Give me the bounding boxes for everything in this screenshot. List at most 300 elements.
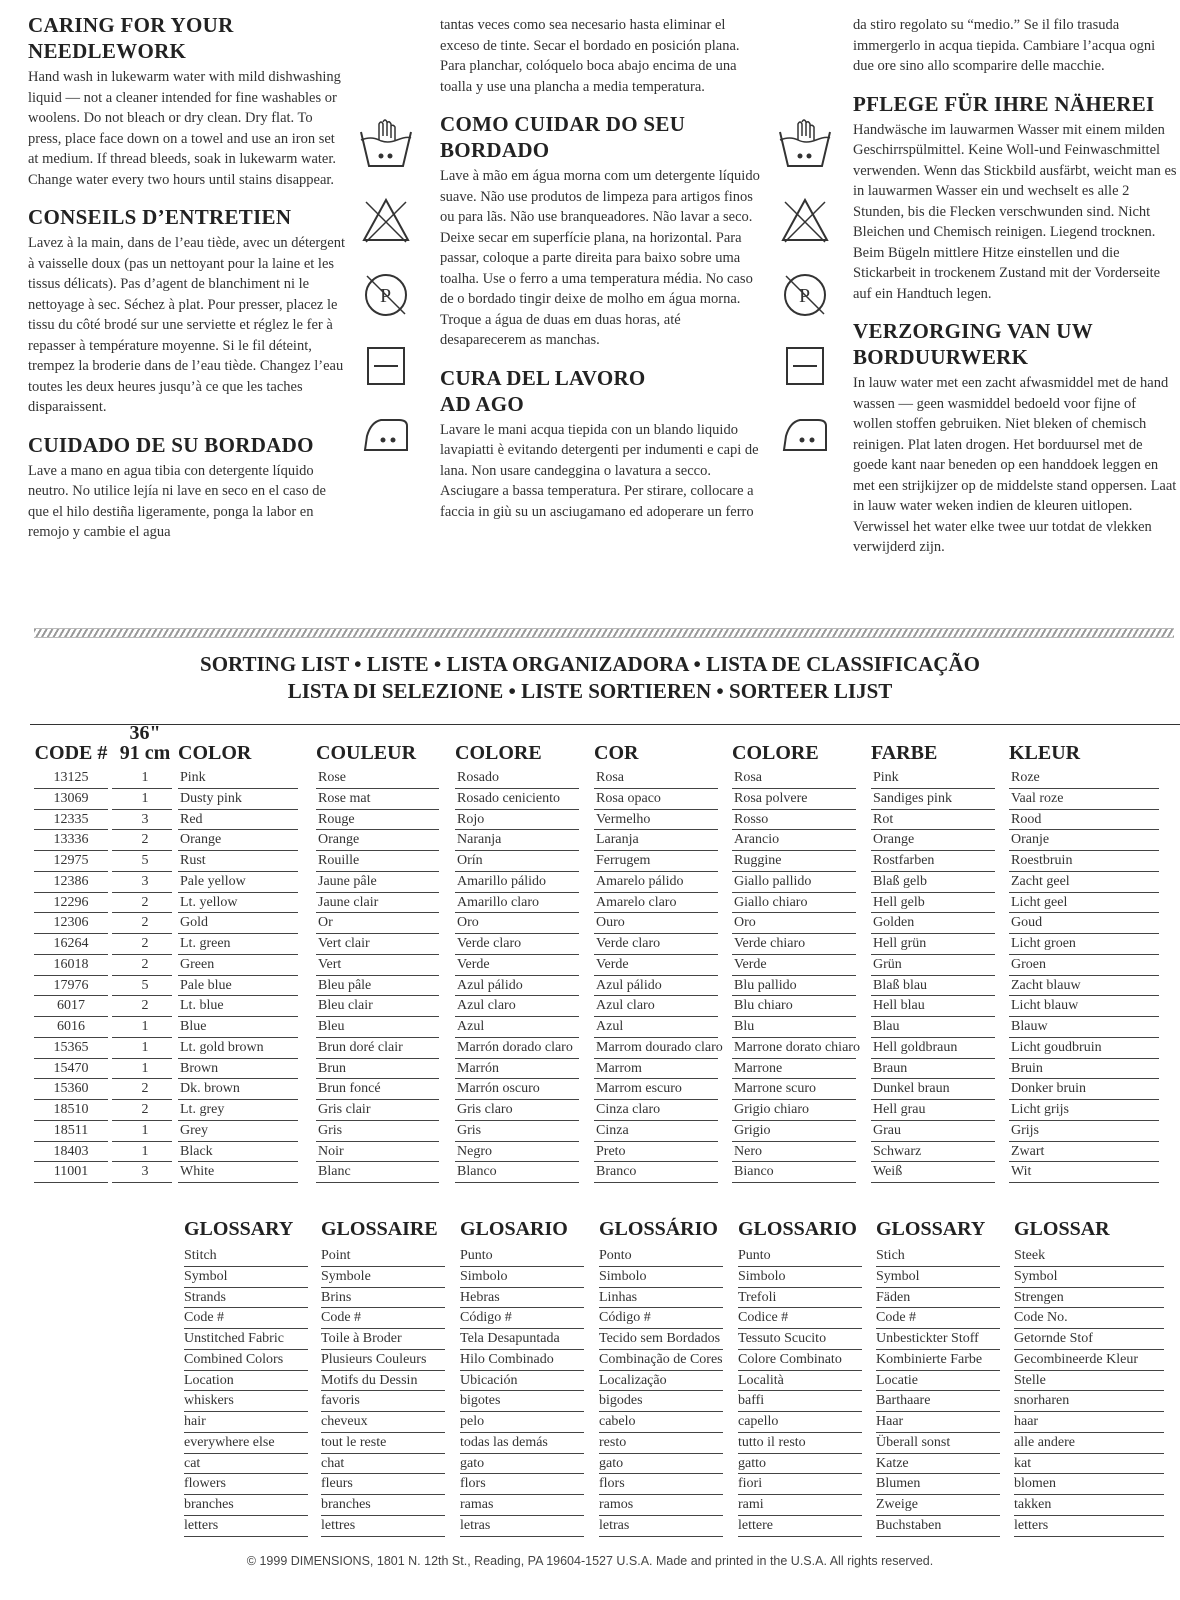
no-bleach-icon	[779, 196, 831, 246]
glossary-term: Code #	[321, 1310, 362, 1326]
glossary-term: Point	[321, 1248, 351, 1263]
column-header: COLORE	[455, 742, 542, 764]
color-code: 18403	[53, 1143, 89, 1159]
care-section	[28, 12, 348, 190]
color-name: Grau	[873, 1122, 901, 1138]
glossary-term: flors	[599, 1476, 625, 1492]
care-section	[28, 204, 348, 418]
color-name: Amarillo pálido	[457, 873, 547, 889]
color-name: Laranja	[596, 832, 639, 848]
color-name: Weiß	[873, 1164, 903, 1180]
color-code: 13069	[53, 790, 89, 806]
color-code: 15470	[53, 1060, 89, 1076]
glossary-term: Combinação de Cores	[599, 1351, 723, 1367]
color-name: Branco	[596, 1164, 637, 1180]
color-name: Marrom	[596, 1060, 642, 1076]
dry-flat-icon	[364, 344, 408, 388]
table-top-rule	[30, 724, 1180, 725]
glossary-term: flowers	[184, 1476, 226, 1492]
glossary-term: bigodes	[599, 1393, 643, 1409]
dry-flat-icon	[783, 344, 827, 388]
row-underline	[178, 1182, 298, 1183]
color-name: Dunkel braun	[873, 1081, 950, 1097]
color-name: Licht blauw	[1011, 998, 1079, 1014]
glossary-term: Symbol	[876, 1268, 920, 1284]
glossary-term: Simbolo	[599, 1268, 647, 1284]
color-name: Rosa	[734, 770, 762, 785]
color-name: Vaal roze	[1011, 790, 1064, 806]
color-name: Zacht geel	[1011, 873, 1070, 889]
color-name: Marrom dourado claro	[596, 1039, 723, 1055]
color-name: Brun foncé	[318, 1081, 381, 1097]
glossary-term: Toile à Broder	[321, 1331, 402, 1346]
care-section-text: Lavare le mani acqua tiepida con un blando liquido lavapiatti è evitando detergenti per indumenti e capi de lana. Non usare candeggina o lavatura a secco. Asciugare a bassa temperatura. Per stirare, collocare a faccia in giù su un asciugamano ed adoperare un ferro	[440, 421, 759, 520]
care-section-title: CONSEILS D’ENTRETIEN	[28, 205, 292, 229]
color-name: Jaune pâle	[318, 873, 377, 889]
glossary-header: GLOSSAIRE	[321, 1218, 438, 1240]
row-underline	[732, 1182, 856, 1183]
color-name: Marrom escuro	[596, 1081, 682, 1097]
color-name: Blanco	[457, 1164, 497, 1180]
color-name: Rouge	[318, 811, 355, 827]
strand-count: 2	[141, 998, 149, 1014]
svg-text:P: P	[380, 285, 392, 307]
color-name: Rose mat	[318, 790, 371, 806]
care-section	[853, 318, 1178, 558]
color-name: Lt. blue	[180, 998, 224, 1014]
glossary-term: capello	[738, 1414, 779, 1429]
hand-wash-icon	[357, 118, 415, 172]
glossary-term: branches	[321, 1497, 371, 1512]
strand-count: 3	[141, 1164, 149, 1180]
color-name: Oranje	[1011, 832, 1050, 848]
glossary-term: kat	[1014, 1455, 1032, 1471]
color-name: Negro	[457, 1143, 492, 1159]
color-name: Jaune clair	[318, 894, 379, 910]
glossary-term: letters	[1014, 1517, 1049, 1533]
color-code: 12975	[53, 853, 89, 868]
color-name: Preto	[596, 1143, 626, 1159]
glossary-term: letras	[599, 1517, 630, 1533]
color-name: Black	[180, 1143, 213, 1159]
care-section-text: tantas veces como sea necesario hasta eliminar el exceso de tinte. Secar el bordado en posición plana. Para planchar, colóquelo boca abajo encima de una toalla y use una plancha a media temperatura.	[440, 17, 740, 95]
glossary-term: Código #	[460, 1310, 512, 1326]
color-name: Lt. green	[180, 936, 231, 951]
color-name: Bruin	[1011, 1060, 1043, 1076]
color-name: Licht grijs	[1011, 1102, 1069, 1117]
color-name: Azul claro	[457, 998, 516, 1014]
glossary-term: Barthaare	[876, 1393, 931, 1409]
color-name: Bleu clair	[318, 998, 373, 1014]
color-name: Verde claro	[596, 936, 661, 951]
glossary-term: Symbole	[321, 1268, 371, 1284]
color-name: Marrón oscuro	[457, 1081, 540, 1097]
glossary-term: blomen	[1014, 1476, 1056, 1492]
row-underline	[738, 1536, 862, 1537]
color-name: Red	[180, 811, 203, 827]
glossary-term: Strands	[184, 1289, 226, 1305]
glossary-term: Fäden	[876, 1289, 911, 1305]
glossary-term: takken	[1014, 1497, 1052, 1512]
glossary-term: chat	[321, 1455, 345, 1471]
glossary-term: alle andere	[1014, 1434, 1076, 1450]
glossary-term: favoris	[321, 1393, 360, 1409]
color-name: Dusty pink	[180, 790, 242, 806]
care-column-2	[440, 12, 765, 536]
glossary-term: todas las demás	[460, 1434, 548, 1450]
glossary-term: Symbol	[184, 1268, 228, 1284]
color-name: Lt. grey	[180, 1102, 225, 1117]
color-code: 17976	[53, 977, 89, 993]
glossary-term: Simbolo	[738, 1268, 786, 1284]
rope-divider	[34, 628, 1174, 638]
glossary-header: GLOSSAR	[1014, 1218, 1110, 1240]
sorting-title-line2: LISTA DI SELEZIONE • LISTE SORTIEREN • SORTEER LIJST	[287, 679, 893, 703]
no-bleach-icon	[360, 196, 412, 246]
color-name: Brun	[318, 1060, 346, 1076]
color-name: Green	[180, 956, 215, 972]
glossary-term: snorharen	[1014, 1393, 1070, 1409]
glossary-term: whiskers	[184, 1393, 234, 1409]
row-underline	[1009, 1182, 1159, 1183]
color-name: White	[180, 1164, 215, 1180]
color-name: Azul	[457, 1019, 485, 1034]
column-header: KLEUR	[1009, 742, 1081, 764]
color-name: Rood	[1011, 811, 1042, 827]
strand-count: 3	[141, 873, 149, 889]
color-name: Hell grau	[873, 1102, 926, 1117]
color-name: Marrón	[457, 1060, 499, 1076]
color-name: Gris	[318, 1122, 343, 1138]
strand-count: 1	[141, 1060, 149, 1076]
color-name: Wit	[1011, 1164, 1032, 1180]
strand-count: 1	[141, 1122, 149, 1138]
glossary-term: branches	[184, 1497, 234, 1512]
color-name: Nero	[734, 1143, 762, 1159]
glossary-term: Stich	[876, 1248, 905, 1263]
color-name: Oro	[457, 915, 479, 931]
care-section	[440, 365, 765, 523]
color-name: Grijs	[1011, 1122, 1039, 1138]
glossary-term: Unbestickter Stoff	[876, 1331, 979, 1346]
glossary-term: Location	[184, 1372, 234, 1388]
color-name: Pink	[873, 770, 899, 785]
color-name: Blu chiaro	[734, 998, 793, 1014]
color-name: Rose	[318, 770, 346, 785]
row-underline	[594, 1182, 718, 1183]
row-underline	[871, 1182, 995, 1183]
color-name: Gold	[180, 915, 208, 931]
glossary-term: rami	[738, 1497, 764, 1512]
color-name: Verde	[457, 956, 490, 972]
glossary-term: Unstitched Fabric	[184, 1331, 284, 1346]
glossary-term: haar	[1014, 1414, 1039, 1429]
glossary-term: lettres	[321, 1517, 356, 1533]
color-name: Or	[318, 915, 333, 931]
glossary-term: letters	[184, 1517, 219, 1533]
color-name: Marrone dorato chiaro	[734, 1039, 860, 1055]
color-code: 11001	[53, 1164, 89, 1180]
color-name: Schwarz	[873, 1143, 922, 1159]
color-name: Lt. yellow	[180, 894, 238, 910]
color-code: 15360	[53, 1081, 89, 1097]
color-name: Verde	[734, 956, 767, 972]
glossary-term: Località	[738, 1372, 784, 1388]
strand-count: 1	[141, 790, 149, 806]
row-underline	[34, 1182, 108, 1183]
glossary-term: baffi	[738, 1393, 765, 1409]
care-section-title: CURA DEL LAVORO AD AGO	[440, 365, 646, 416]
color-name: Rosado ceniciento	[457, 790, 561, 806]
color-name: Verde claro	[457, 936, 522, 951]
row-underline	[460, 1536, 584, 1537]
color-name: Licht goudbruin	[1011, 1039, 1102, 1055]
glossary-term: tout le reste	[321, 1434, 387, 1450]
glossary-term: hair	[184, 1414, 206, 1429]
care-section-text: Hand wash in lukewarm water with mild dishwashing liquid — not a cleaner intended for fine washables or woolens. Do not bleach or dry clean. Dry flat. To press, place face down on a towel and use an iron set at medium. If thread bleeds, soak in lukewarm water. Change water every two hours until stains disappear.	[28, 69, 341, 188]
care-section-title: CUIDADO DE SU BORDADO	[28, 432, 314, 457]
color-name: Grigio	[734, 1122, 771, 1138]
glossary-term: cheveux	[321, 1414, 368, 1429]
glossary-term: Punto	[738, 1248, 771, 1263]
row-underline	[455, 1182, 579, 1183]
strand-count: 1	[141, 1143, 149, 1159]
care-section	[853, 91, 1178, 305]
color-code: 12306	[53, 915, 89, 931]
glossary-term: Punto	[460, 1248, 493, 1263]
glossary-term: tutto il resto	[738, 1434, 806, 1450]
svg-text:P: P	[799, 285, 811, 307]
copyright-footer: © 1999 DIMENSIONS, 1801 N. 12th St., Reading, PA 19604-1527 U.S.A. Made and printed in the U.S.A. All rights reserved.	[246, 1554, 934, 1568]
iron-medium-icon	[361, 412, 411, 456]
iron-medium-icon	[780, 412, 830, 456]
color-name: Gris	[457, 1122, 482, 1138]
color-name: Marrone	[734, 1060, 783, 1076]
color-code: 18510	[53, 1102, 89, 1117]
color-name: Cinza claro	[596, 1102, 661, 1117]
care-icons-right	[775, 118, 835, 480]
glossary-term: Code #	[184, 1310, 225, 1326]
row-underline	[1014, 1536, 1164, 1537]
color-name: Ferrugem	[596, 853, 651, 868]
color-name: Azul pálido	[596, 977, 662, 993]
glossary-header: GLOSSARY	[184, 1218, 294, 1240]
color-name: Orange	[180, 832, 222, 848]
glossary-term: Tela Desapuntada	[460, 1331, 560, 1346]
color-code: 6016	[57, 1019, 85, 1034]
color-name: Giallo pallido	[734, 873, 812, 889]
color-name: Verde chiaro	[734, 936, 806, 951]
glossary-term: Ubicación	[460, 1372, 518, 1388]
glossary-term: Buchstaben	[876, 1517, 942, 1533]
color-code: 13336	[53, 832, 89, 848]
row-underline	[112, 1182, 172, 1183]
color-name: Lt. gold brown	[180, 1039, 264, 1055]
strand-count: 2	[141, 1081, 149, 1097]
glossary-term: Hebras	[460, 1289, 500, 1305]
strand-count: 1	[141, 1039, 149, 1055]
glossary-term: Colore Combinato	[738, 1351, 842, 1367]
strand-count: 2	[141, 1102, 149, 1117]
color-name: Rot	[873, 811, 894, 827]
strand-count: 1	[141, 1019, 149, 1034]
glossary-term: Stitch	[184, 1248, 217, 1263]
color-name: Dk. brown	[180, 1081, 240, 1097]
color-name: Brown	[180, 1060, 219, 1076]
strand-count: 2	[141, 915, 149, 931]
color-name: Zwart	[1011, 1143, 1045, 1159]
care-section-text: In lauw water met een zacht afwasmiddel met de hand wassen — geen wasmiddel bedoeld voor fijne of wollen stoffen gebruiken. Niet bleken of chemisch reinigen. Plat laten drogen. Het borduursel met de goede kant naar beneden op een handdoek leggen en met een strijkijzer op de middelste stand oppersen. Laat in lauw water weken indien de kleuren uitlopen. Verwissel het water elke twee uur totdat de vlekken verwijderd zijn.	[853, 375, 1177, 555]
strand-count: 2	[141, 956, 149, 972]
color-name: Marrone scuro	[734, 1081, 817, 1097]
row-underline	[321, 1536, 445, 1537]
dry-clean-p-icon	[780, 270, 830, 320]
color-name: Azul claro	[596, 998, 655, 1014]
glossary-term: Tessuto Scucito	[738, 1331, 827, 1346]
color-name: Brun doré clair	[318, 1039, 403, 1055]
glossary-term: Kombinierte Farbe	[876, 1351, 983, 1367]
glossary-term: Blumen	[876, 1476, 921, 1492]
glossary-term: Localização	[599, 1372, 667, 1388]
glossary-term: ramos	[599, 1497, 634, 1512]
glossary-term: Überall sonst	[876, 1434, 951, 1450]
color-name: Zacht blauw	[1011, 977, 1081, 993]
color-name: Blanc	[318, 1164, 351, 1180]
glossary-term: Code #	[876, 1310, 917, 1326]
glossary-term: Motifs du Dessin	[321, 1372, 418, 1388]
glossary-term: pelo	[460, 1414, 485, 1429]
color-name: Pale blue	[180, 977, 232, 993]
care-icons-left	[356, 118, 416, 480]
glossary-term: bigotes	[460, 1393, 501, 1409]
care-column-3	[853, 12, 1178, 572]
glossary-term: fleurs	[321, 1476, 353, 1492]
glossary-term: Gecombineerde Kleur	[1014, 1351, 1138, 1367]
care-section-text: Lavez à la main, dans de l’eau tiède, avec un détergent à vaisselle doux (pas un nettoyant pour la laine et les tissus délicats). Pas d’agent de blanchiment ni le nettoyage à sec. Séchez à plat. Pour presser, placez le tissu du côté brodé sur une serviette et réglez le fer à repasser à température moyenne. Si le fil déteint, trempez la broderie dans de l’eau tiède. Changez l’eau toutes les deux heures jusqu’à ce que les taches disparaissent.	[28, 235, 345, 415]
glossary-term: lettere	[738, 1517, 773, 1533]
color-name: Rojo	[457, 811, 485, 827]
glossary-term: flors	[460, 1476, 486, 1492]
care-section-text: da stiro regolato su “medio.” Se il filo trasuda immergerlo in acqua tiepida. Cambiare l’acqua ogni due ore sino allo scomparire delle macchie.	[853, 17, 1156, 74]
glossary-term: Hilo Combinado	[460, 1351, 554, 1367]
color-name: Braun	[873, 1060, 908, 1076]
glossary-term: Linhas	[599, 1289, 638, 1305]
color-name: Rosa opaco	[596, 790, 661, 806]
column-header: COULEUR	[316, 742, 417, 764]
color-name: Arancio	[734, 832, 780, 848]
care-section-text: Lave à mão em água morna com um detergente líquido suave. Não use produtos de limpeza para artigos finos ou para lãs. Não use branqueadores. Não lavar a seco. Deixe secar em superfície plana, na horizontal. Para passar, coloque a parte direita para baixo sobre uma toalha. Use o ferro a uma temperatura média. No caso de o bordado tingir deixe de molho em água morna. Troque a água de duas em duas horas, até desaparecerem as manchas.	[440, 168, 760, 348]
care-section-title: PFLEGE FÜR IHRE NÄHEREI	[853, 91, 1155, 116]
color-code: 18511	[53, 1122, 89, 1138]
color-name: Hell blau	[873, 998, 925, 1014]
color-name: Pink	[180, 770, 206, 785]
strand-count: 3	[141, 811, 149, 827]
color-code: 16018	[53, 956, 89, 972]
color-name: Giallo chiaro	[734, 894, 808, 910]
color-name: Rosa polvere	[734, 790, 808, 806]
row-underline	[599, 1536, 723, 1537]
color-name: Rostfarben	[873, 853, 935, 868]
glossary-term: Brins	[321, 1289, 352, 1305]
row-underline	[184, 1536, 308, 1537]
glossary-term: letras	[460, 1517, 491, 1533]
color-name: Azul pálido	[457, 977, 523, 993]
color-name: Licht geel	[1011, 894, 1068, 910]
glossary-term: cabelo	[599, 1414, 636, 1429]
color-name: Grigio chiaro	[734, 1102, 810, 1117]
glossary-term: Código #	[599, 1310, 651, 1326]
color-name: Blue	[180, 1019, 207, 1034]
glossary-term: Plusieurs Couleurs	[321, 1351, 427, 1367]
color-name: Goud	[1011, 915, 1043, 931]
color-code: 6017	[57, 998, 85, 1014]
row-underline	[316, 1182, 439, 1183]
glossary-header: GLOSARIO	[460, 1218, 568, 1240]
color-name: Vert	[318, 956, 342, 972]
glossary-term: Tecido sem Bordados	[599, 1331, 721, 1346]
care-section-title: COMO CUIDAR DO SEU BORDADO	[440, 112, 686, 162]
care-section-title: CARING FOR YOUR NEEDLEWORK	[28, 13, 234, 63]
glossary-term: gato	[599, 1455, 624, 1471]
color-name: Ouro	[596, 915, 625, 931]
color-name: Amarelo pálido	[596, 873, 684, 889]
glossary-header: GLOSSARY	[876, 1218, 986, 1240]
care-section-text: Handwäsche im lauwarmen Wasser mit einem milden Geschirrspülmittel. Keine Woll-und Feinwaschmittel verwenden. Wenn das Stickbild ausfärbt, weicht man es in lauwarmen Wasser ein und wechselt es alle 2 Stunden, bis die Flecken verschwunden sind. Nicht Bleichen und Chemisch reinigen. Liegend trocknen. Beim Bügeln mittlere Hitze einstellen und die Stickarbeit in trockenem Zustand mit der Vorderseite auf ein Handtuch legen.	[853, 121, 1177, 302]
color-name: Gris clair	[318, 1102, 371, 1117]
glossary-term: Code No.	[1014, 1310, 1068, 1326]
strand-count: 5	[141, 853, 149, 868]
color-name: Grün	[873, 956, 902, 972]
color-code: 12296	[53, 894, 89, 910]
color-name: Pale yellow	[180, 873, 246, 889]
glossary-header: GLOSSARIO	[738, 1218, 857, 1240]
color-name: Groen	[1011, 956, 1046, 972]
color-name: Amarelo claro	[596, 894, 677, 910]
color-name: Roze	[1011, 770, 1040, 785]
color-name: Gris claro	[457, 1102, 513, 1117]
glossary-term: fiori	[738, 1476, 763, 1492]
glossary-term: Ponto	[599, 1248, 632, 1263]
color-name: Grey	[180, 1122, 208, 1138]
column-header: 91 cm	[119, 742, 171, 764]
color-name: Hell grün	[873, 936, 927, 951]
glossary-term: Symbol	[1014, 1268, 1058, 1284]
column-header: COLORE	[732, 742, 819, 764]
color-name: Oro	[734, 915, 756, 931]
column-header: COR	[594, 742, 639, 764]
color-name: Bleu pâle	[318, 977, 372, 993]
color-name: Hell gelb	[873, 894, 925, 910]
column-header: COLOR	[178, 742, 252, 764]
sorting-title-line1: SORTING LIST • LISTE • LISTA ORGANIZADORA • LISTA DE CLASSIFICAÇÃO	[200, 652, 980, 676]
care-section-text: Lave a mano en agua tibia con detergente líquido neutro. No utilice lejía ni lave en seco en el caso de que el hilo destiña ligeramente, ponga la labor en remojo y cambie el agua	[28, 462, 326, 540]
glossary-term: Simbolo	[460, 1268, 508, 1284]
color-name: Orange	[873, 832, 915, 848]
color-name: Golden	[873, 915, 915, 931]
color-name: Blaß gelb	[873, 873, 928, 889]
glossary-header: GLOSSÁRIO	[599, 1218, 718, 1240]
glossary-term: ramas	[460, 1497, 494, 1512]
color-name: Bleu	[318, 1019, 345, 1034]
glossary-term: Haar	[876, 1414, 904, 1429]
care-section	[853, 15, 1178, 77]
glossary-term: gato	[460, 1455, 485, 1471]
strand-count: 1	[141, 770, 149, 785]
color-name: Rouille	[318, 853, 360, 868]
glossary-term: Katze	[876, 1455, 909, 1471]
glossary-term: cat	[184, 1455, 201, 1471]
length-inches-header: 36"	[129, 722, 161, 744]
